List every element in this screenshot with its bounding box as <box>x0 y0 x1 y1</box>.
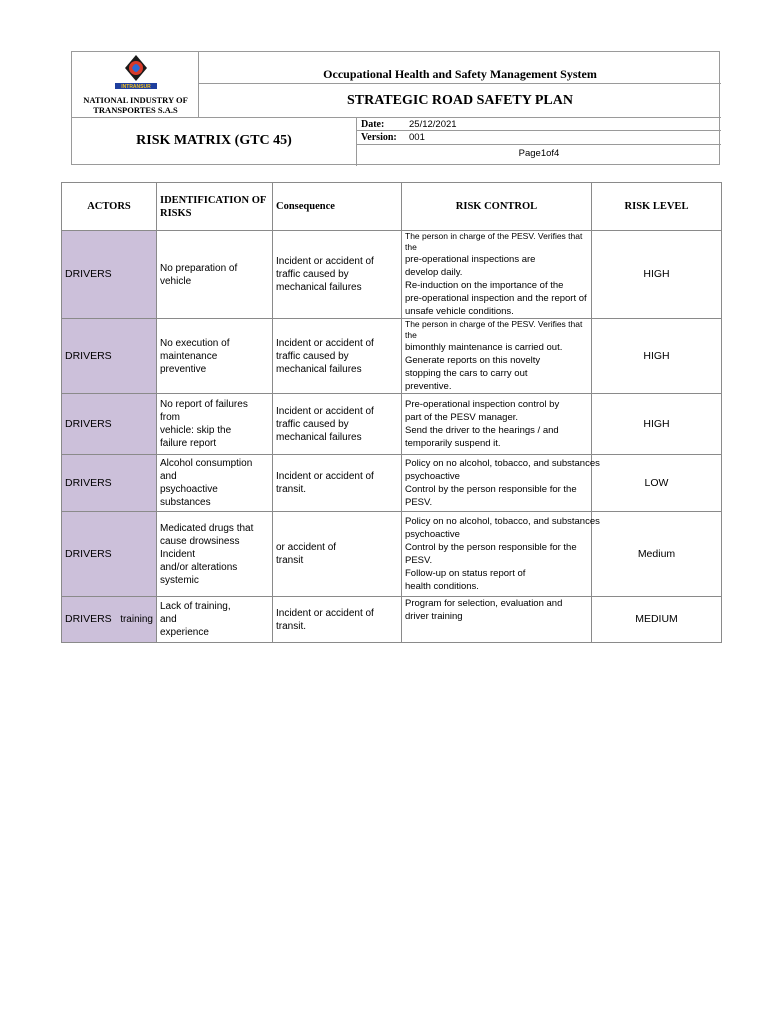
version-row <box>357 131 721 145</box>
risk-level-cell: HIGH <box>592 319 722 394</box>
company-name: NATIONAL INDUSTRY OF TRANSPORTES S.A.S <box>83 95 188 115</box>
page-number: Page1of4 <box>518 148 560 159</box>
consequence-cell: Incident or accident of traffic caused by mechanical failures <box>273 394 402 455</box>
actor-label: DRIVERS <box>65 476 112 489</box>
table-header-row <box>62 183 722 231</box>
risk-level-cell: HIGH <box>592 394 722 455</box>
actor-cell <box>62 512 157 597</box>
system-title: Occupational Health and Safety Management System <box>199 52 721 84</box>
actor-extra-label: training <box>120 614 153 625</box>
control-cell: Policy on no alcohol, tobacco, and substances psychoactive Control by the person responsible for the PESV. <box>402 455 592 512</box>
header-identification: IDENTIFICATION OF RISKS <box>157 183 273 231</box>
plan-title: STRATEGIC ROAD SAFETY PLAN <box>199 84 721 118</box>
date-value: 25/12/2021 <box>409 119 457 130</box>
risk-cell: Lack of training, and experience <box>157 597 273 643</box>
consequence-cell: Incident or accident of transit. <box>273 455 402 512</box>
table-row <box>62 512 722 597</box>
control-cell: Pre-operational inspection control by part of the PESV manager. Send the driver to the hearings / and temporarily suspend it. <box>402 394 592 455</box>
consequence-cell: Incident or accident of transit. <box>273 597 402 643</box>
control-text: bimonthly maintenance is carried out. Generate reports on this novelty stopping the cars to carry out preventive. <box>405 342 563 392</box>
risk-level-cell: MEDIUM <box>592 597 722 643</box>
actor-label: DRIVERS <box>65 417 112 430</box>
version-label: Version: <box>361 132 397 143</box>
header-consequence: Consequence <box>273 183 402 231</box>
date-row <box>357 118 721 131</box>
table-row <box>62 394 722 455</box>
consequence-cell: Incident or accident of traffic caused by mechanical failures <box>273 319 402 394</box>
table-row <box>62 319 722 394</box>
svg-text:INTRANSUR: INTRANSUR <box>121 84 151 90</box>
risk-cell: Alcohol consumption and psychoactive substances <box>157 455 273 512</box>
actor-cell <box>62 231 157 319</box>
control-cell: Program for selection, evaluation and driver training <box>402 597 592 643</box>
actor-label: DRIVERS <box>65 349 112 362</box>
header-risk-level: RISK LEVEL <box>592 183 722 231</box>
company-logo-icon <box>112 54 160 96</box>
document-title: RISK MATRIX (GTC 45) <box>72 118 357 166</box>
control-cell <box>402 319 592 394</box>
actor-cell <box>62 319 157 394</box>
consequence-cell: or accident of transit <box>273 512 402 597</box>
actor-label: DRIVERS <box>65 268 112 280</box>
table-row <box>62 455 722 512</box>
actor-label: DRIVERS <box>65 613 112 625</box>
risk-level-cell: LOW <box>592 455 722 512</box>
header-actors: ACTORS <box>62 183 157 231</box>
actor-cell <box>62 394 157 455</box>
risk-level-cell: HIGH <box>592 231 722 319</box>
control-first-line: The person in charge of the PESV. Verifies that the <box>405 319 583 340</box>
page-row <box>357 145 721 166</box>
risk-cell: No report of failures from vehicle: skip the failure report <box>157 394 273 455</box>
risk-cell: No execution of maintenance preventive <box>157 319 273 394</box>
control-cell: Policy on no alcohol, tobacco, and substances psychoactive Control by the person responsible for the PESV. Follow-up on status report of health conditions. <box>402 512 592 597</box>
table-row <box>62 231 722 319</box>
actor-cell <box>62 597 157 643</box>
document-header <box>71 51 720 165</box>
consequence-cell: Incident or accident of traffic caused by mechanical failures <box>273 231 402 319</box>
table-row <box>62 597 722 643</box>
date-label: Date: <box>361 119 385 130</box>
actor-label: DRIVERS <box>65 547 112 560</box>
control-first-line: The person in charge of the PESV. Verifies that the <box>405 231 583 252</box>
risk-matrix-table <box>61 182 722 643</box>
actor-cell <box>62 455 157 512</box>
version-value: 001 <box>409 132 425 143</box>
control-cell <box>402 231 592 319</box>
control-text: pre-operational inspections are develop daily. Re-induction on the importance of the pre-operational inspection and the report of unsafe vehicle conditions. <box>405 254 587 317</box>
risk-cell: Medicated drugs that cause drowsiness Incident and/or alterations systemic <box>157 512 273 597</box>
risk-level-cell: Medium <box>592 512 722 597</box>
risk-cell: No preparation of vehicle <box>157 231 273 319</box>
header-risk-control: RISK CONTROL <box>402 183 592 231</box>
logo-cell <box>72 52 199 118</box>
